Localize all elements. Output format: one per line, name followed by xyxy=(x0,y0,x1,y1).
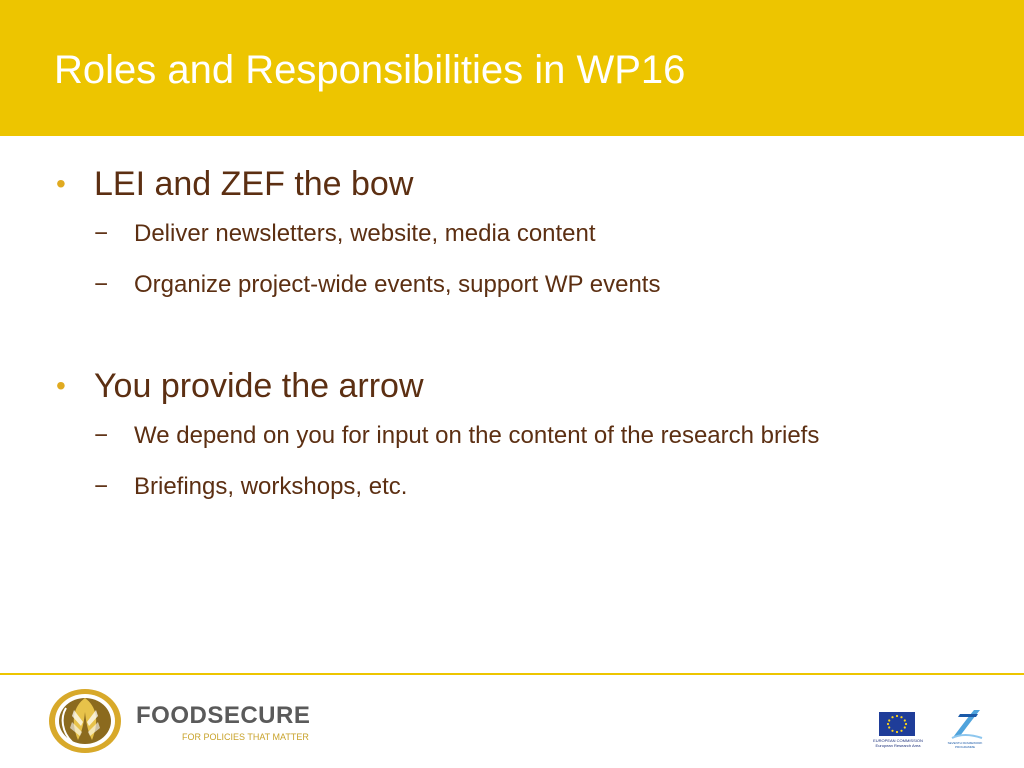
title-bar xyxy=(0,0,1024,136)
sub-item xyxy=(56,208,956,259)
bullet-item xyxy=(56,362,956,410)
bullet-icon: • xyxy=(56,168,66,199)
bullet-text: You provide the arrow xyxy=(94,367,424,405)
sub-item-text: Briefings, workshops, etc. xyxy=(134,473,408,500)
sub-item-text: Organize project-wide events, support WP events xyxy=(134,271,661,298)
dash-icon: − xyxy=(94,271,109,298)
brand-tagline: FOR POLICIES THAT MATTER xyxy=(182,732,309,742)
fp7-label xyxy=(940,741,990,749)
sub-item-text: We depend on you for input on the content of the research briefs xyxy=(134,422,820,449)
dash-icon: − xyxy=(94,473,109,500)
sub-item xyxy=(56,259,956,310)
fp7-logo-icon xyxy=(950,708,984,740)
bullet-text: LEI and ZEF the bow xyxy=(94,165,414,203)
sub-list xyxy=(56,208,956,310)
slide-title: Roles and Responsibilities in WP16 xyxy=(54,48,686,92)
dash-icon: − xyxy=(94,422,109,449)
eu-label xyxy=(866,738,930,748)
fp7-label-line: SEVENTH FRAMEWORK xyxy=(947,741,983,745)
sub-item xyxy=(56,461,956,512)
fp7-label-line: PROGRAMME xyxy=(954,745,975,749)
brand-name: FOODSECURE xyxy=(136,702,311,729)
dash-icon: − xyxy=(94,220,109,247)
sub-item xyxy=(56,410,956,461)
slide-content xyxy=(56,160,956,512)
foodsecure-logo-icon xyxy=(48,688,122,754)
eu-flag-icon xyxy=(879,712,915,736)
sub-item-text: Deliver newsletters, website, media content xyxy=(134,220,596,247)
footer-divider xyxy=(0,673,1024,675)
eu-label-line: EUROPEAN COMMISSION xyxy=(873,738,923,743)
sub-list xyxy=(56,410,956,512)
bullet-icon: • xyxy=(56,370,66,401)
eu-label-line: European Research Area xyxy=(875,743,921,748)
bullet-item xyxy=(56,160,956,208)
